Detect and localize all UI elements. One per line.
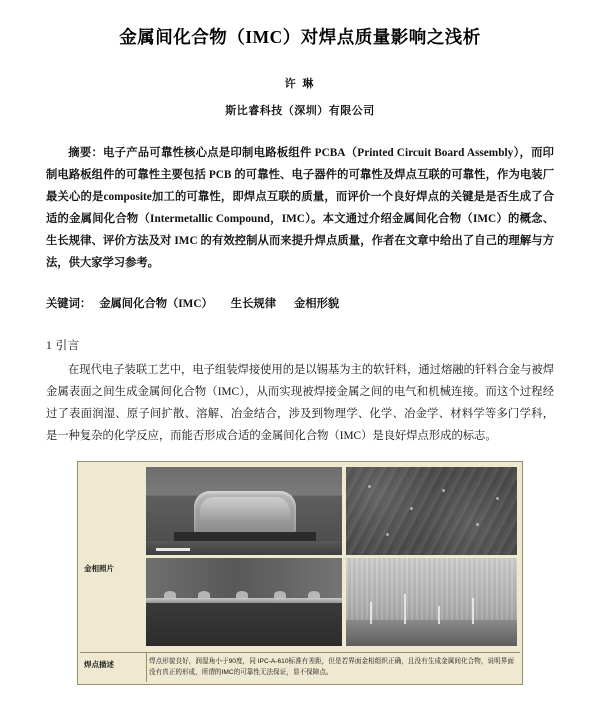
scale-bar bbox=[156, 548, 190, 551]
keywords-label: 关键词： bbox=[46, 297, 92, 310]
micrograph-solder-joint-cross-section bbox=[146, 467, 342, 555]
micrograph-imc-grain-field-top bbox=[346, 467, 517, 555]
imc-scallop bbox=[308, 591, 320, 599]
abstract-text: 电子产品可靠性核心点是印制电路板组件 PCBA（Printed Circuit Board Assembly），而印制电路板组件的可靠性主要包括 PCB 的可靠性、电子器件的可靠性及焊点互联的可靠性，作为电装厂最关心的是composite加工的可靠性，即焊点互联的质量，而评价一个良好焊点的关键是是否生成了合适的金属间化合物（Intermetallic Compound，IMC）。本文通过介绍金属间化合物（IMC）的概念、生长规律、评价方法及对 IMC 的有效控制从而来提升焊点质量，作者在文章中给出了自己的理解与方法，供大家学习参考。 bbox=[46, 146, 554, 269]
figure-caption-row bbox=[80, 652, 520, 682]
imc-needle bbox=[404, 594, 406, 624]
figure-image-grid bbox=[146, 464, 520, 649]
section-paragraph-1 bbox=[46, 359, 554, 447]
keyword-item-0: 金属间化合物（IMC） bbox=[99, 297, 213, 310]
section-heading-1: 1 引言 bbox=[46, 340, 80, 353]
figure-caption-text: 焊点形貌良好，润湿角小于90度，同 IPC-A-610标准有差距，但是若界面金相组织正确，且没有生成金属间化合物，说明界面没有真正的形成，所谓的IMC的可靠性无法保证，显不保障点。 bbox=[146, 653, 520, 682]
imc-scallop bbox=[274, 591, 286, 599]
grain-speck bbox=[496, 497, 499, 500]
keyword-item-2: 金相形貌 bbox=[294, 297, 340, 310]
abstract-block bbox=[46, 142, 554, 274]
grain-speck bbox=[442, 489, 445, 492]
figure-block bbox=[77, 461, 523, 685]
imc-scallop bbox=[164, 591, 176, 599]
imc-needle bbox=[472, 598, 474, 624]
grain-speck bbox=[386, 533, 389, 536]
figure-row-label-top: 金相照片 bbox=[84, 564, 114, 574]
page-title: 金属间化合物（IMC）对焊点质量影响之浅析 bbox=[119, 27, 481, 47]
paragraph-text: 在现代电子装联工艺中，电子组装焊接使用的是以锡基为主的软钎料，通过熔融的钎料合金与被焊金属表面之间生成金属间化合物（IMC），从而实现被焊接金属之间的电气和机械连接。而这个过程经过了表面润湿、原子间扩散、溶解、冶金结合，涉及到物理学、化学、冶金学、材料学等多门学科，是一种复杂的化学反应，而能否形成合适的金属间化合物（IMC）是良好焊点形成的标志。 bbox=[46, 364, 554, 443]
base-metal-region bbox=[146, 603, 342, 646]
imc-needle bbox=[438, 606, 440, 624]
micrograph-imc-interface-layer bbox=[146, 558, 342, 646]
figure-row-2 bbox=[146, 558, 517, 646]
imc-needle bbox=[370, 602, 372, 624]
pad-layer bbox=[174, 532, 316, 541]
grain-speck bbox=[410, 507, 413, 510]
figure-row-labels bbox=[80, 464, 146, 649]
author-affiliation: 斯比睿科技（深圳）有限公司 bbox=[225, 104, 375, 117]
author-name: 许 琳 bbox=[284, 77, 316, 90]
imc-scallop bbox=[198, 591, 210, 599]
keyword-item-1: 生长规律 bbox=[230, 297, 276, 310]
abstract-label: 摘要： bbox=[68, 146, 104, 159]
keywords-block bbox=[46, 294, 554, 315]
imc-scallop bbox=[236, 591, 248, 599]
grain-speck bbox=[476, 523, 479, 526]
figure-images-row bbox=[80, 464, 520, 649]
figure-row-1 bbox=[146, 467, 517, 555]
solder-fillet-shape bbox=[194, 491, 296, 533]
grain-speck bbox=[368, 485, 371, 488]
micrograph-imc-grain-field-bottom bbox=[346, 558, 517, 646]
figure-caption-label: 焊点描述 bbox=[84, 660, 114, 670]
